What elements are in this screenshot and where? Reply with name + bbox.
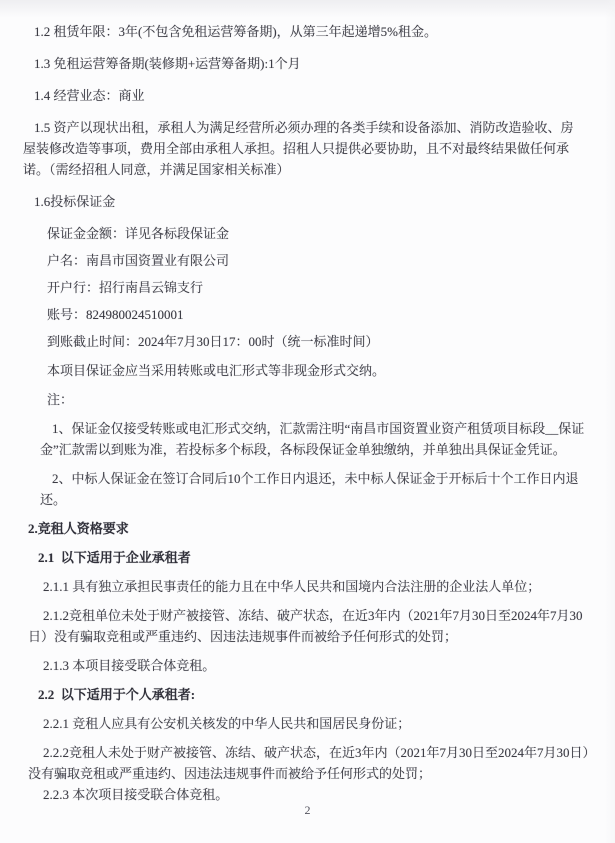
page-number: 2	[304, 803, 311, 817]
clause-1-3: 1.3 免租运营筹备期(装修期+运营筹备期):1个月	[34, 56, 301, 71]
account-number-line: 账号：824980024510001	[47, 307, 184, 322]
bank-branch-line: 开户行：招行南昌云锦支行	[47, 280, 204, 295]
clause-2-1-2: 2.1.2竞租单位未处于财产被接管、冻结、破产状态，在近3年内（2021年7月30日至2024年7月30日）没有骗取竞租或严重违约、因违法违规事件而被给予任何形式的处罚；	[28, 608, 583, 644]
clause-1-5: 1.5 资产以现状出租，承租人为满足经营所必须办理的各类手续和设备添加、消防改造验收、房屋装修改造等事项，费用全部由承租人承担。招租人只提供必要协助，且不对最终结果做任何承诺。（需经招租人同意，并满足国家相关标准）	[23, 120, 574, 177]
clause-2-1-1: 2.1.1 具有独立承担民事责任的能力且在中华人民共和国境内合法注册的企业法人单位；	[43, 579, 541, 594]
clause-2-2-1: 2.2.1 竞租人应具有公安机关核发的中华人民共和国居民身份证；	[43, 716, 411, 731]
section-2-2-heading: 2.2 以下适用于个人承租者:	[38, 687, 196, 702]
deposit-amount-line: 保证金金额：详见各标段保证金	[47, 226, 230, 241]
clause-2-1-3: 2.1.3 本项目接受联合体竞租。	[43, 658, 216, 673]
account-name-line: 户名：南昌市国资置业有限公司	[47, 253, 230, 268]
payment-method-line: 本项目保证金应当采用转账或电汇形式等非现金形式交纳。	[47, 363, 386, 378]
note-item-1: 1、保证金仅接受转账或电汇形式交纳，汇款需注明“南昌市国资置业资产租赁项目标段__保证金”汇款需以到账为准，若投标多个标段，各标段保证金单独缴纳，并单独出具保证金凭证。	[40, 421, 585, 457]
note-item-2: 2、中标人保证金在签订合同后10个工作日内退还，未中标人保证金于开标后十个工作日内退还。	[40, 471, 579, 507]
clause-1-2: 1.2 租赁年限：3年(不包含免租运营筹备期)，从第三年起递增5%租金。	[34, 24, 437, 39]
note-label: 注：	[47, 392, 74, 407]
section-2-heading: 2.竞租人资格要求	[28, 521, 129, 536]
clause-2-2-2: 2.2.2竞租人未处于财产被接管、冻结、破产状态，在近3年内（2021年7月30日至2024年7月30日）没有骗取竞租或严重违约、因违法违规事件而被给予任何形式的处罚；	[28, 745, 596, 781]
section-2-1-heading: 2.1 以下适用于企业承租者	[38, 550, 191, 565]
clause-2-2-3: 2.2.3 本次项目接受联合体竞租。	[43, 787, 229, 802]
deadline-line: 到账截止时间：2024年7月30日17：00时（统一标准时间）	[47, 334, 379, 349]
clause-1-4: 1.4 经营业态：商业	[34, 88, 145, 103]
clause-1-6: 1.6投标保证金	[34, 194, 116, 209]
